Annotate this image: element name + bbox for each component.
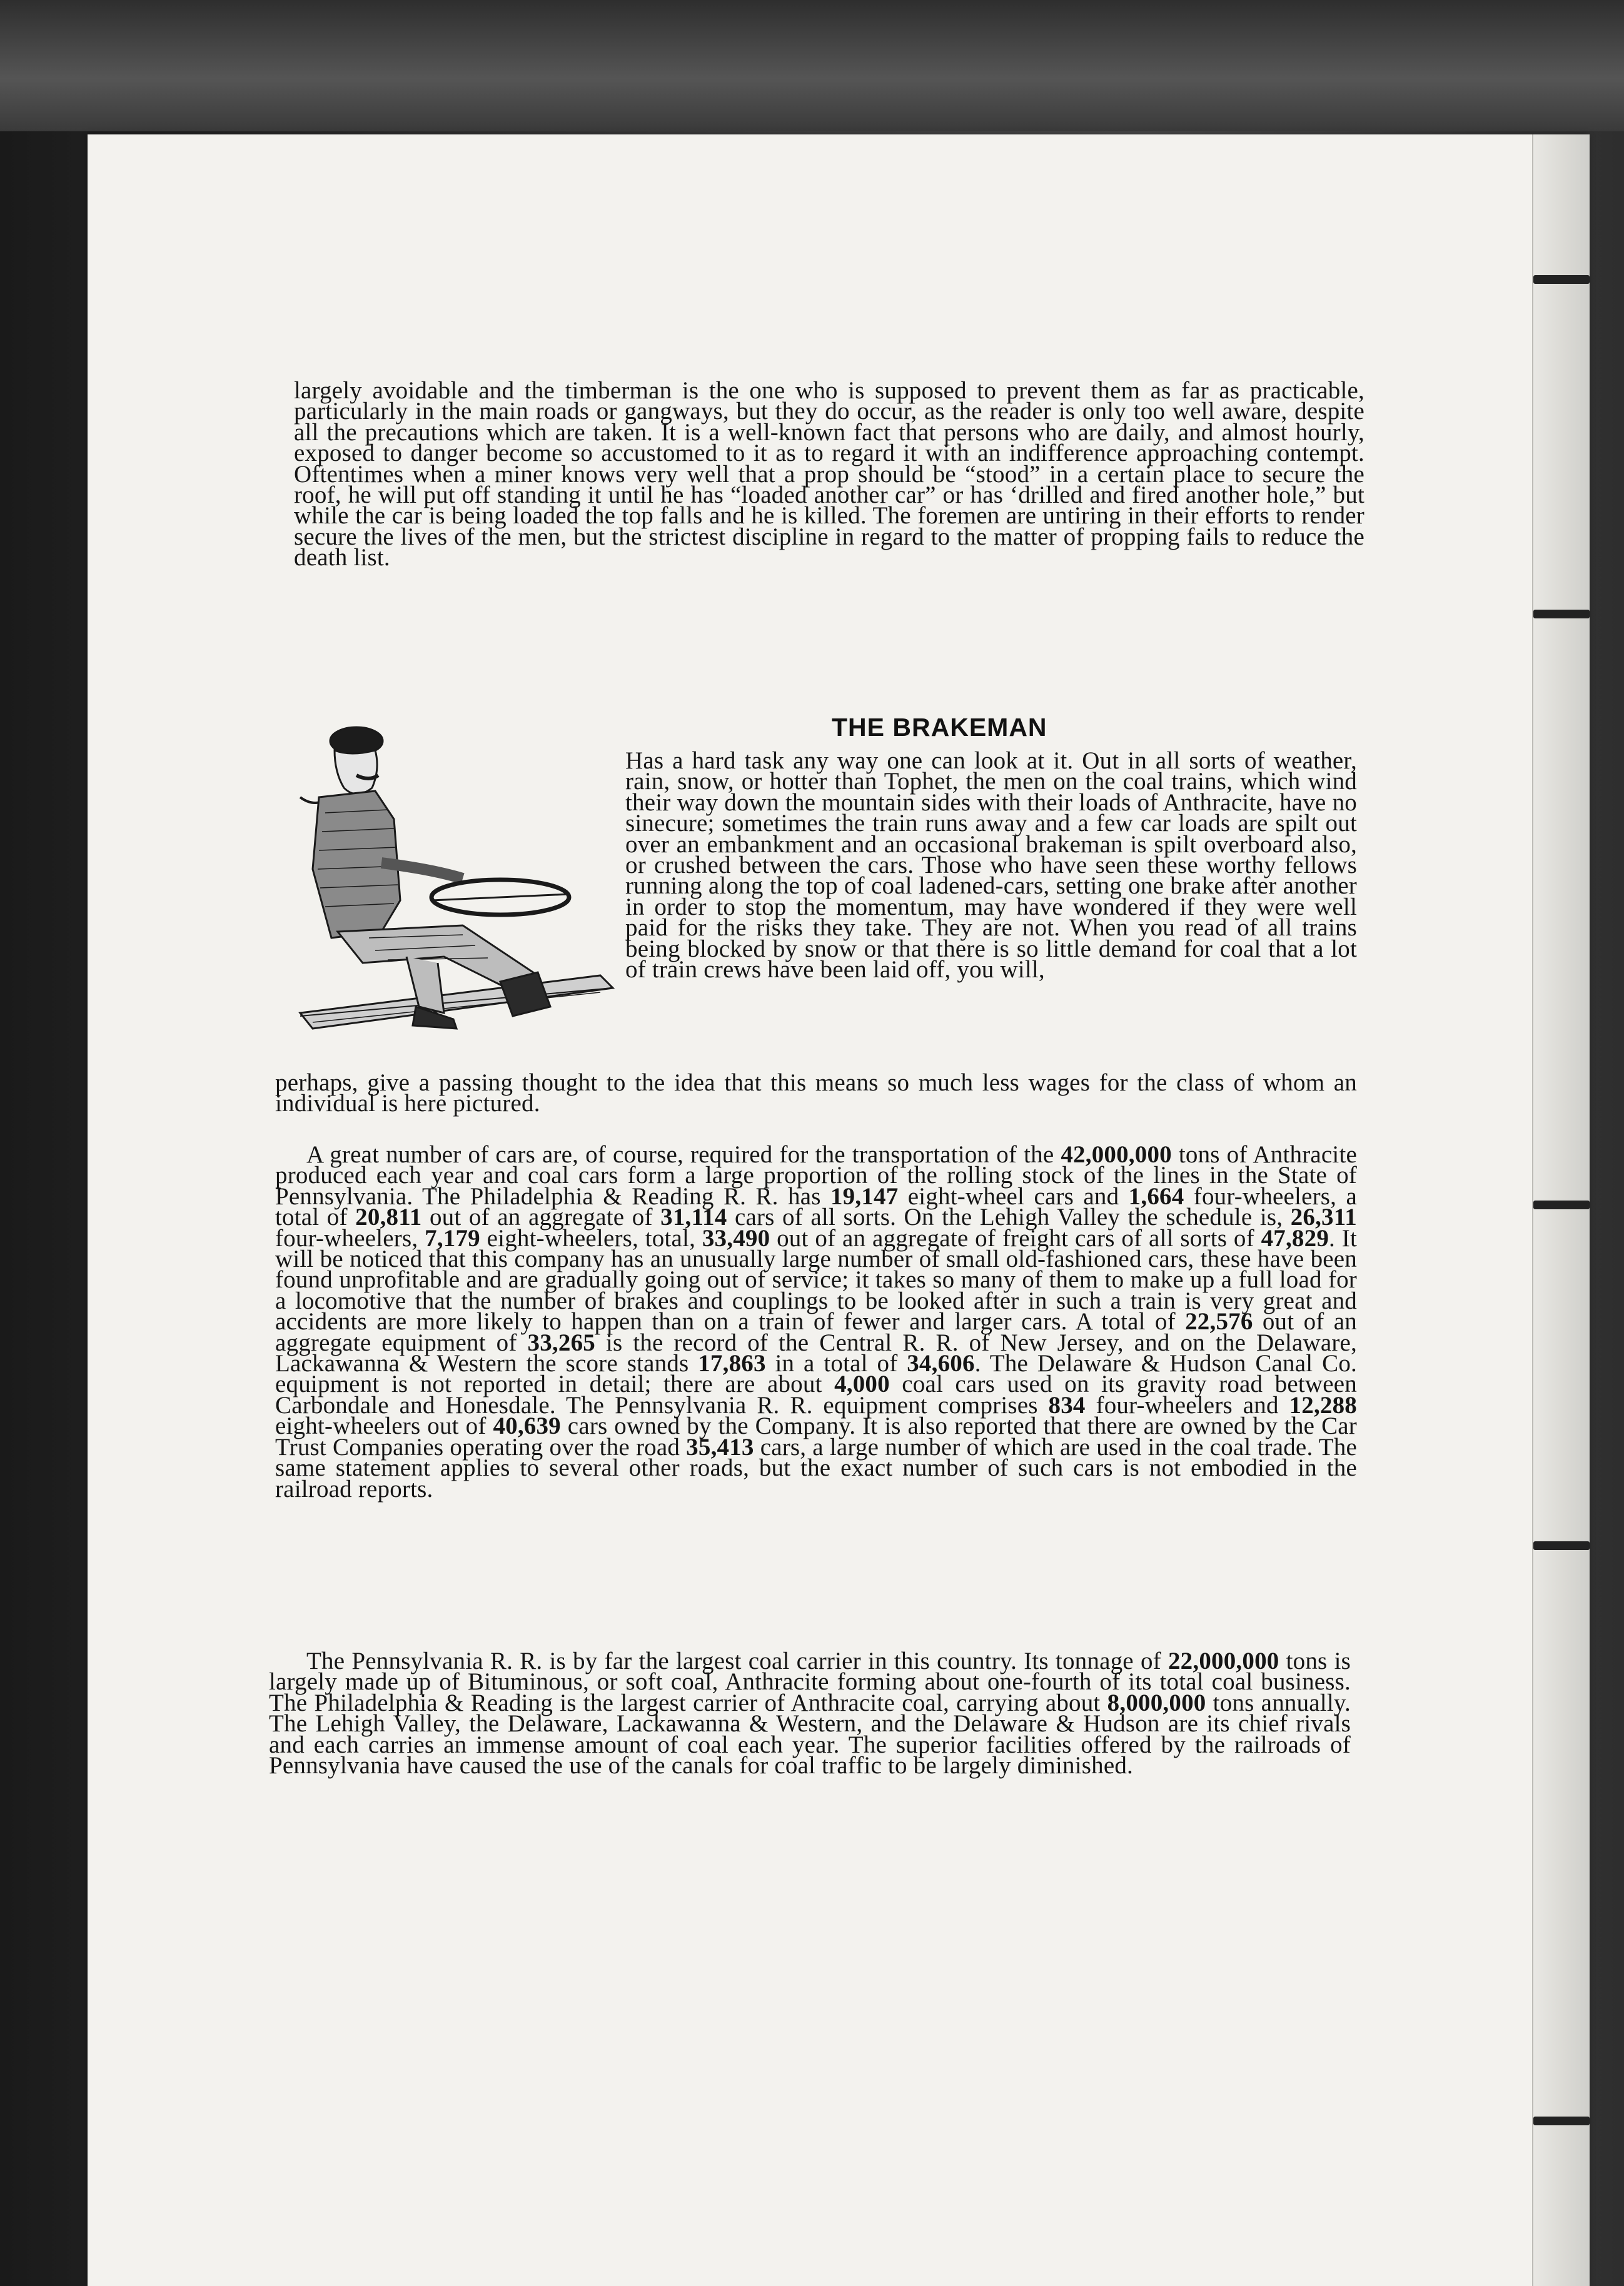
text-run: tons is largely made up of Bituminous, or soft coal, Anthracite forming about one-fourth of its total coal business. The Philadelphia & Reading is the largest carrier of Anthracite coal, carrying about (269, 1648, 1351, 1716)
text-run: cars of all sorts. On the Lehigh Valley the schedule is, (727, 1204, 1291, 1231)
brakeman-illustration (275, 713, 625, 1038)
binding-clip (1533, 1541, 1590, 1550)
binding-clip (1533, 275, 1590, 284)
brakeman-figure-icon (300, 727, 613, 1029)
text-run: . The Delaware & Hudson Canal Co. equipment is not reported in detail; there are about (275, 1350, 1357, 1398)
bold-figure: 33,490 (702, 1224, 770, 1252)
binding-clip (1533, 610, 1590, 618)
text-run: four-wheelers and (1085, 1391, 1289, 1419)
scan-top-band (0, 0, 1624, 131)
bold-figure: 7,179 (425, 1224, 480, 1252)
bold-figure: 42,000,000 (1061, 1141, 1172, 1168)
text-run: out of an aggregate of freight cars of all sorts of (770, 1224, 1261, 1252)
intro-paragraph: largely avoidable and the timberman is the one who is supposed to prevent them as far as practicable, particularly in the main roads or gangways, but they do occur, as the reader is only too well aware, despite all the precautions which are taken. It is a well-known fact that persons who are daily, and almost hourly, exposed to danger become so accustomed to it as to regard it with an indifference approaching contempt. Oftentimes when a miner knows very well that a prop should be “stood” in a certain place to secure the roof, he will put off standing it until he has “loaded another car” or has ‘drilled and fired another hole,” but while the car is being loaded the top falls and he is killed. The foremen are untiring in their efforts to render secure the lives of the men, but the strictest discipline in regard to the matter of propping fails to reduce the death list. (294, 377, 1364, 572)
text-run: coal cars used on its gravity road between Carbondale and Honesdale. The Pennsylvania R. R. equipment comprises (275, 1371, 1358, 1419)
page-binding-edge (1532, 134, 1590, 2286)
bold-figure: 19,147 (830, 1182, 899, 1210)
bold-figure: 33,265 (527, 1329, 595, 1356)
bold-figure: 47,829 (1261, 1224, 1329, 1252)
brakeman-paragraph: Has a hard task any way one can look at it. Out in all sorts of weather, rain, snow, or hotter than Tophet, the men on the coal trains, which wind their way down the mountain sides with their loads of Anthracite, have no sinecure; sometimes the train runs away and a few car loads are spilt out over an embankment and an occasional brakeman is spilt overboard also, or crushed between the cars. Those who have seen these worthy fellows running along the top of coal ladened-cars, setting one brake after another in order to stop the momentum, may have wondered if they were well paid for the risks they take. They are not. When you read of all trains being blocked by snow or that there is so little demand for coal that a lot of train crews have been laid off, you will, (625, 747, 1357, 984)
bold-figure: 35,413 (686, 1433, 754, 1461)
text-run: cars owned by the Company. It is also reported that there are owned by the Car Trust Companies operating over the road (275, 1412, 1357, 1461)
text-run: A great number of cars are, of course, required for the transportation of the (306, 1141, 1061, 1168)
text-run: eight-wheel cars and (898, 1182, 1129, 1210)
bold-figure: 22,000,000 (1168, 1648, 1279, 1674)
bold-figure: 34,606 (907, 1350, 975, 1377)
text-run: tons annually. The Lehigh Valley, the Delaware, Lackawanna & Western, and the Delaware & Hudson are its chief rivals and each carries an immense amount of coal each year. The superior facilities offered by the railroads of Pennsylvania have caused the use of the canals for coal traffic to be largely diminished. (269, 1689, 1351, 1780)
brakeman-paragraph-continued: perhaps, give a passing thought to the idea that this means so much less wages for the class of whom an individual is here pictured. (275, 1069, 1357, 1117)
text-run: is the record of the Central R. R. of New Jersey, and on the Delaware, Lackawanna & Western the score stands (275, 1329, 1358, 1377)
bold-figure: 4,000 (834, 1371, 890, 1398)
text-run: in a total of (765, 1350, 907, 1377)
section-heading: THE BRAKEMAN (832, 713, 1047, 742)
text-run: cars, a large number of which are used in the coal trade. The same statement applies to several other roads, but the exact number of such cars is not embodied in the railroad reports. (275, 1433, 1357, 1503)
text-run: four-wheelers, a total of (275, 1182, 1357, 1231)
bold-figure: 26,311 (1290, 1204, 1357, 1231)
text-run: out of an aggregate of (421, 1204, 661, 1231)
binding-clip (1533, 2117, 1590, 2125)
bold-figure: 22,576 (1185, 1308, 1253, 1336)
bold-figure: 8,000,000 (1107, 1689, 1206, 1716)
coal-cars-paragraph (275, 1141, 1358, 1503)
text-run: out of an aggregate equipment of (275, 1308, 1357, 1356)
coal-carriers-paragraph (269, 1648, 1351, 1780)
bold-figure: 12,288 (1289, 1391, 1357, 1419)
text-run: The Pennsylvania R. R. is by far the largest coal carrier in this country. Its tonnage of (306, 1648, 1168, 1674)
text-run: tons of Anthracite produced each year and coal cars form a large proportion of the rolling stock of the lines in the State of Pennsylvania. The Philadelphia & Reading R. R. has (275, 1141, 1357, 1210)
bold-figure: 31,114 (660, 1204, 727, 1231)
bold-figure: 1,664 (1128, 1182, 1184, 1210)
text-run: eight-wheelers, total, (480, 1224, 702, 1252)
text-run: four-wheelers, (275, 1224, 425, 1252)
bold-figure: 20,811 (355, 1204, 422, 1231)
bold-figure: 40,639 (493, 1412, 561, 1440)
text-run: . It will be noticed that this company has an unusually large number of small old-fashioned cars, these have been found unprofitable and are gradually going out of service; it takes so many of them to make up a full load for a locomotive that the number of brakes and couplings to be looked after in such a train is very great and accidents are more likely to happen than on a train of fewer and larger cars. A total of (275, 1224, 1357, 1336)
bold-figure: 17,863 (698, 1350, 766, 1377)
bold-figure: 834 (1048, 1391, 1086, 1419)
text-run: eight-wheelers out of (275, 1412, 493, 1440)
binding-clip (1533, 1201, 1590, 1209)
